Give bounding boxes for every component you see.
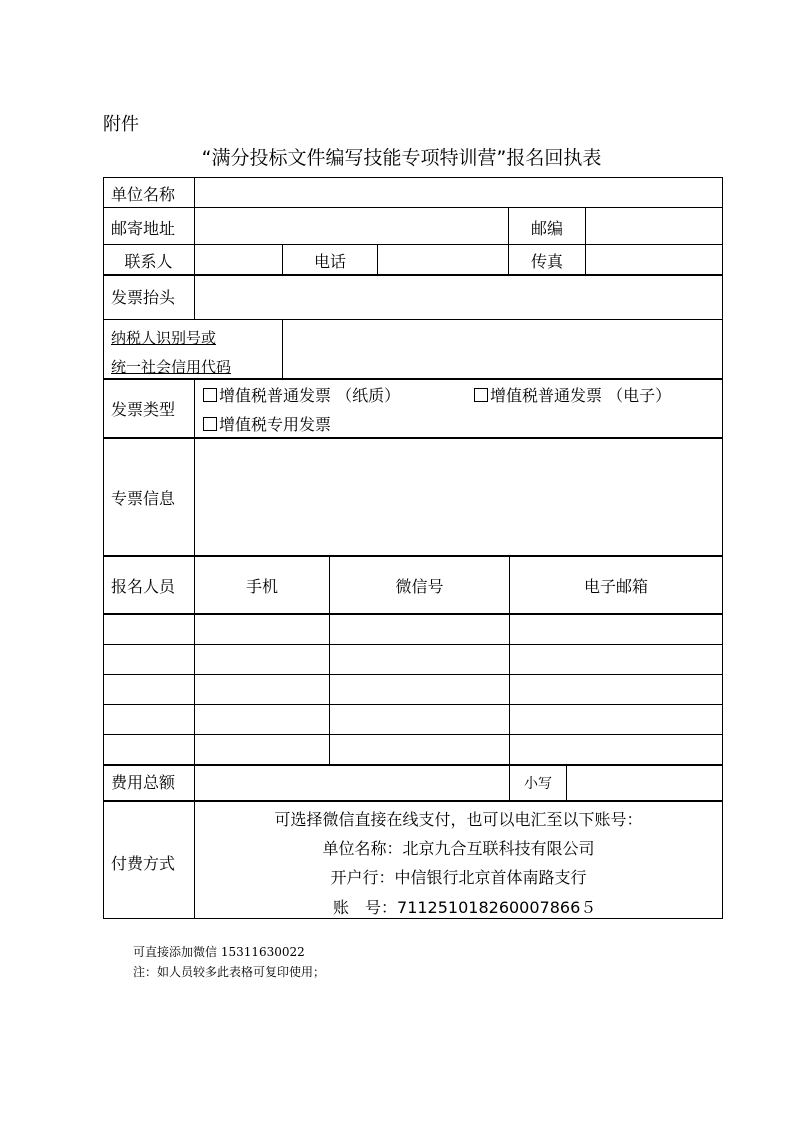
checkbox-icon[interactable]	[203, 417, 217, 431]
total-fee-label: 费用总额	[111, 773, 176, 792]
invoice-option-paper[interactable]	[203, 386, 400, 406]
account-number-value: 711251018260007866５	[397, 898, 597, 917]
special-invoice-info-label: 专票信息	[111, 489, 176, 508]
form-title: “满分投标文件编写技能专项特训营”报名回执表	[201, 147, 602, 169]
table-row[interactable]	[104, 645, 722, 674]
wechat-note: 可直接添加微信 15311630022	[133, 945, 305, 959]
table-row[interactable]	[104, 705, 722, 734]
checkbox-icon[interactable]	[474, 388, 488, 402]
bank-name: 开户行：中信银行北京首体南路支行	[330, 868, 587, 887]
table-row[interactable]	[104, 675, 722, 704]
payee-name: 单位名称：北京九合互联科技有限公司	[322, 839, 595, 858]
taxpayer-id-label-line2: 统一社会信用代码	[111, 358, 232, 376]
column-header-mobile: 手机	[245, 577, 278, 596]
registrants-header: 报名人员	[111, 577, 176, 596]
invoice-option-special-label: 增值税专用发票	[219, 415, 332, 434]
postcode-label: 邮编	[530, 219, 563, 238]
invoice-header-input[interactable]	[195, 276, 722, 319]
phone-input[interactable]	[378, 245, 508, 274]
invoice-option-paper-label: 增值税普通发票 （纸质）	[219, 386, 401, 405]
invoice-option-special[interactable]	[203, 415, 331, 435]
contact-input[interactable]	[195, 245, 282, 274]
lowercase-label: 小写	[524, 776, 552, 792]
mail-address-input[interactable]	[195, 208, 508, 244]
row-line	[103, 555, 723, 557]
checkbox-icon[interactable]	[203, 388, 217, 402]
table-border-right	[722, 177, 723, 919]
table-border-left	[103, 177, 104, 919]
payment-instructions: 可选择微信直接在线支付，也可以电汇至以下账号：	[274, 810, 643, 829]
fax-label: 传真	[530, 252, 563, 271]
total-fee-input[interactable]	[195, 766, 509, 800]
table-row[interactable]	[104, 615, 722, 644]
attachment-label: 附件	[103, 114, 139, 135]
invoice-option-electronic-label: 增值税普通发票 （电子）	[490, 386, 672, 405]
invoice-type-label: 发票类型	[111, 400, 176, 419]
lowercase-amount-input[interactable]	[567, 766, 722, 800]
fax-input[interactable]	[586, 245, 722, 274]
phone-label: 电话	[313, 252, 346, 271]
invoice-header-label: 发票抬头	[111, 288, 176, 307]
postcode-input[interactable]	[586, 208, 722, 244]
special-invoice-info-input[interactable]	[195, 439, 722, 555]
row-line	[103, 800, 723, 802]
copy-note: 注：如人员较多此表格可复印使用；	[133, 965, 326, 979]
taxpayer-id-input[interactable]	[283, 320, 722, 378]
payment-method-label: 付费方式	[111, 854, 176, 873]
column-header-wechat: 微信号	[395, 577, 444, 596]
contact-label: 联系人	[124, 252, 173, 271]
column-header-email: 电子邮箱	[583, 577, 648, 596]
row-line	[103, 378, 723, 380]
taxpayer-id-label-line1: 纳税人识别号或	[111, 329, 217, 347]
unit-name-input[interactable]	[195, 178, 722, 207]
account-number-label: 账 号：	[333, 898, 398, 917]
table-border-bottom	[103, 918, 723, 919]
mail-address-label: 邮寄地址	[111, 219, 176, 238]
unit-name-label: 单位名称	[111, 185, 176, 204]
table-row[interactable]	[104, 735, 722, 764]
account-number	[333, 898, 596, 918]
invoice-option-electronic[interactable]	[474, 386, 671, 406]
